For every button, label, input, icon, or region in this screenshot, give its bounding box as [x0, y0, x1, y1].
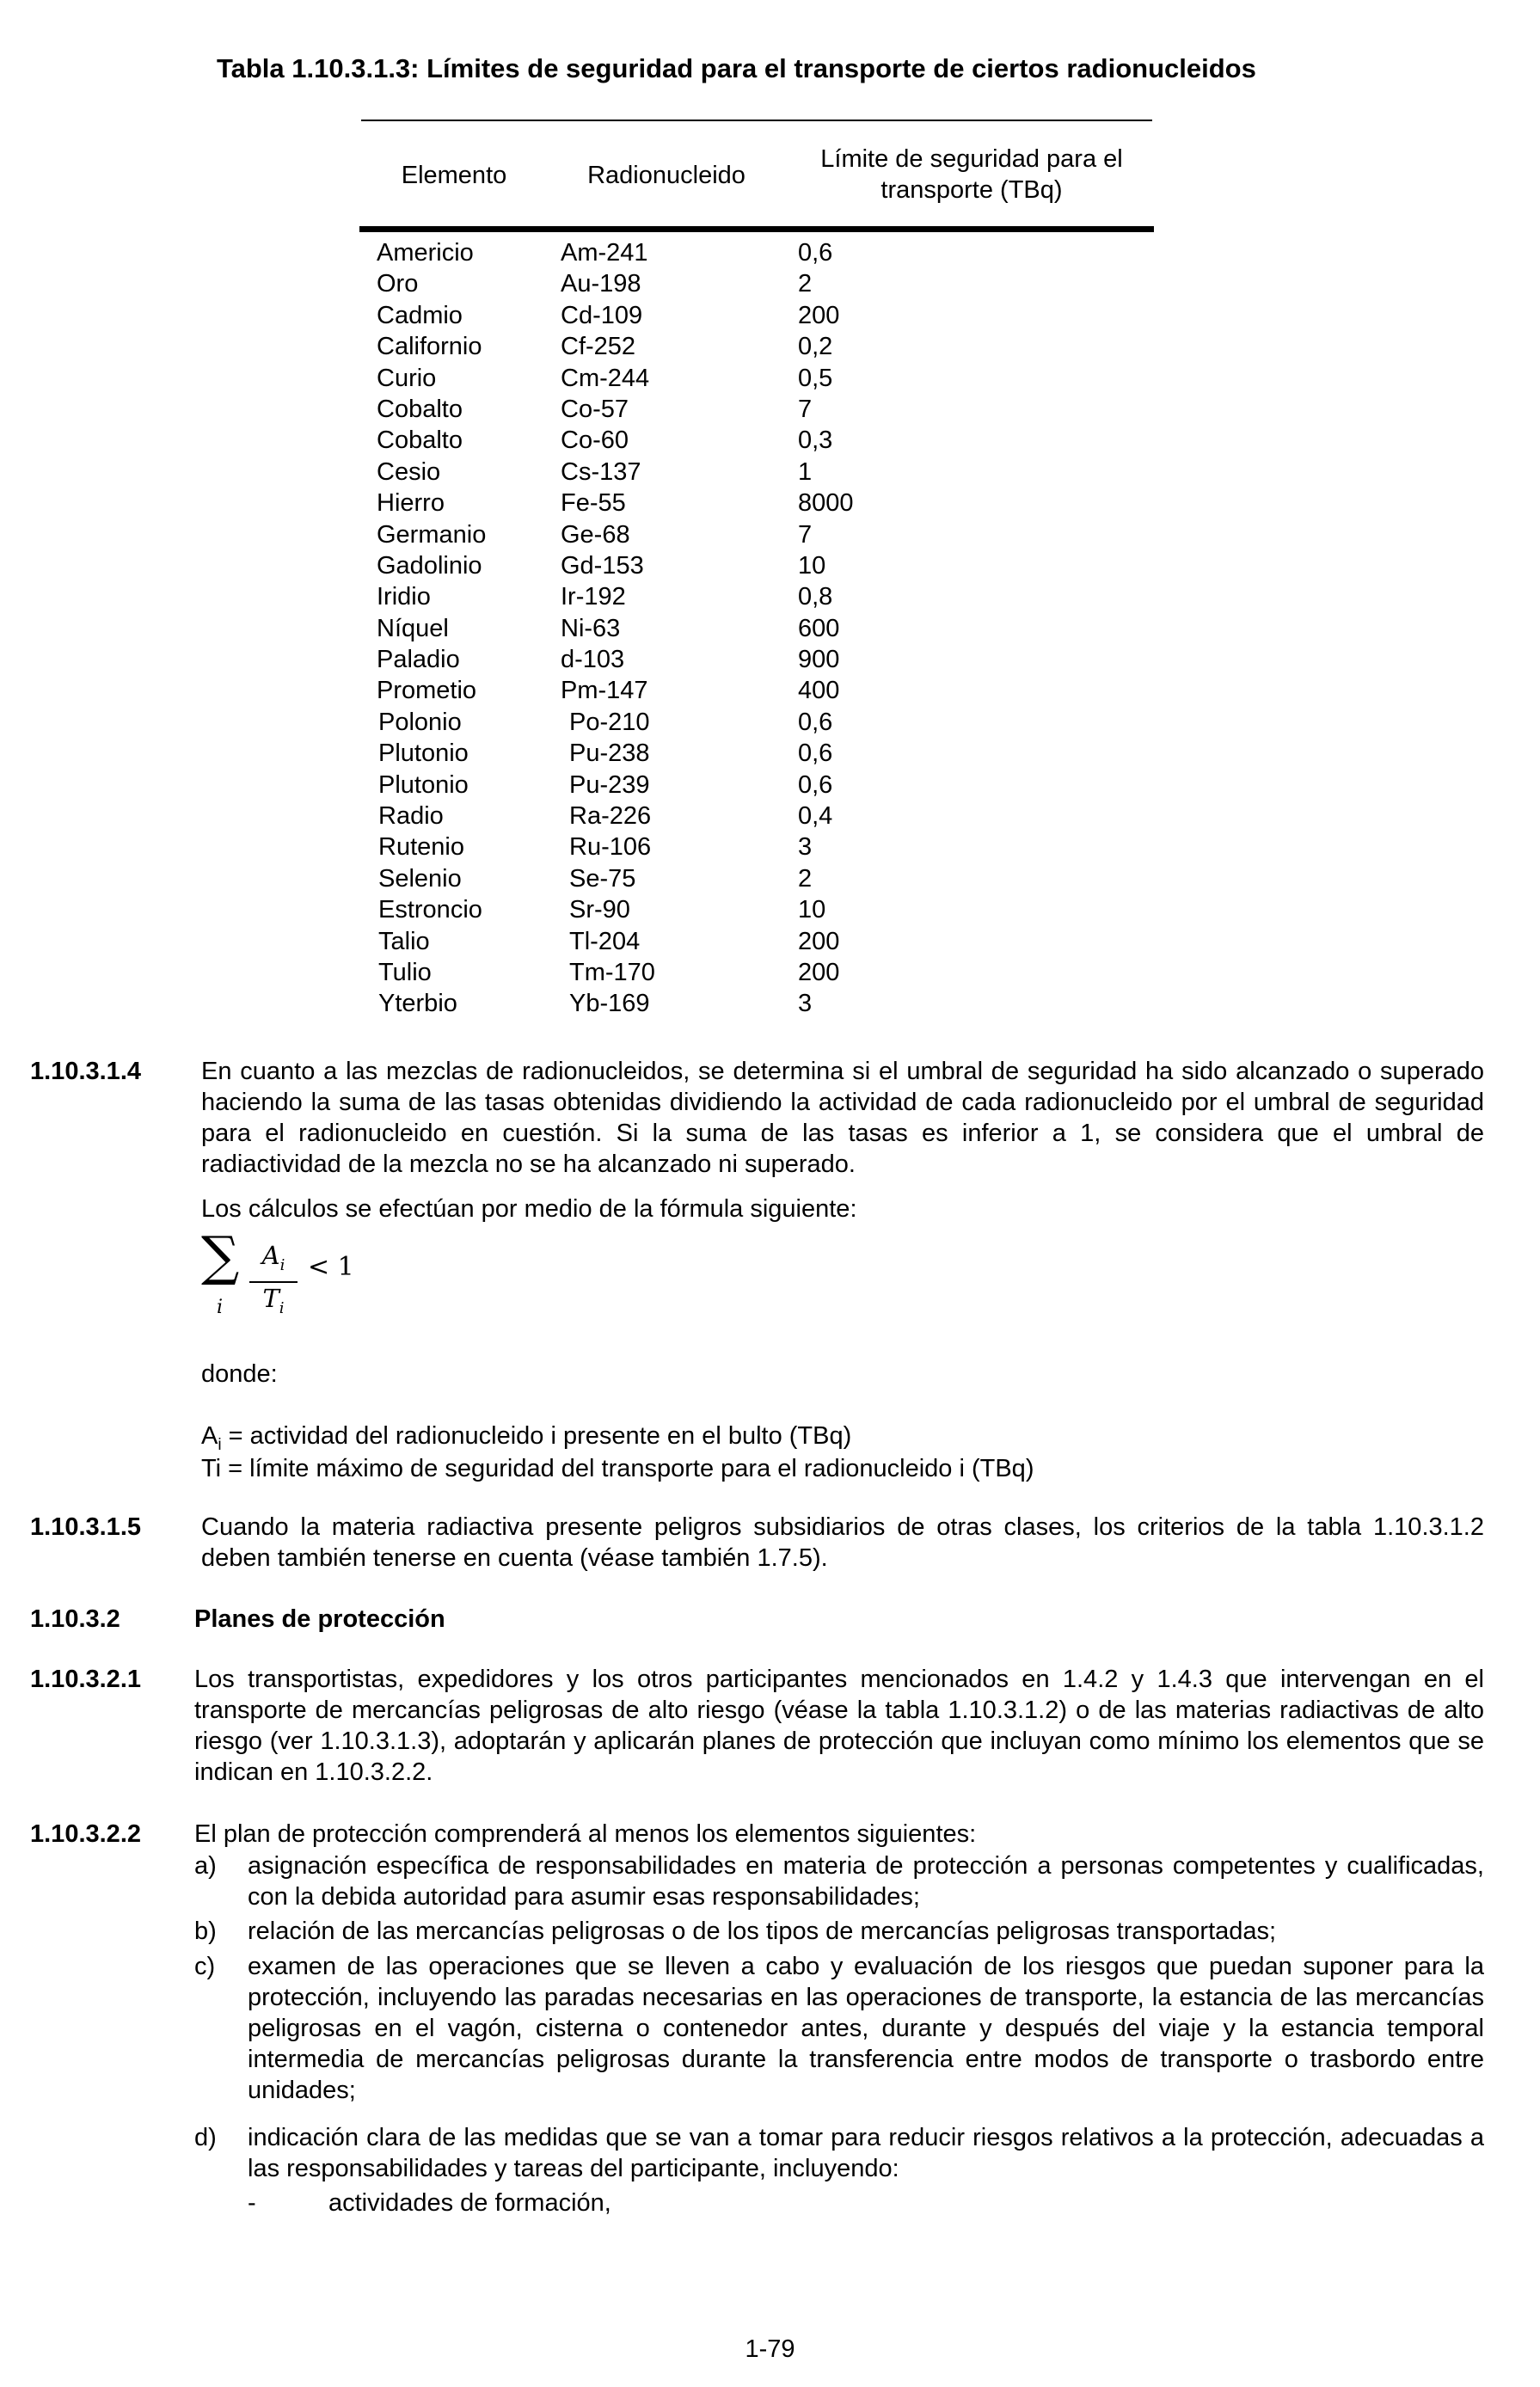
cell-element: Estroncio [378, 896, 482, 924]
where-label: donde: [201, 1360, 278, 1388]
cell-element: Iridio [377, 583, 431, 611]
cell-element: Curio [377, 364, 437, 392]
sub-list-dash: - [248, 2189, 256, 2217]
cell-limit: 8000 [798, 489, 854, 518]
cell-element: Cadmio [377, 301, 463, 329]
paragraph-1-10-3-1-4: En cuanto a las mezclas de radionucleidos, se determina si el umbral de seguridad ha sido alcanzado o superado haciendo la suma de las tasas obtenidas dividiendo la actividad de cada radionucleido por el umbral de seguridad para el radionucleido en cuestión. Si la suma de las tasas es inferior a 1, se considera que el umbral de radiactividad de la mezcla no se ha alcanzado ni superado. [201, 1058, 1484, 1178]
cell-limit: 200 [798, 301, 840, 329]
paragraph-1-10-3-2-1: Los transportistas, expedidores y los otros participantes mencionados en 1.4.2 y 1.4.3 que intervengan en el transporte de mercancías peligrosas de alto riesgo (véase la tabla 1.10.3.1.2) o de las materias radiactivas de alto riesgo (ver 1.10.3.1.3), adoptarán y aplicarán planes de protección que incluyan como mínimo los elementos que se indican en 1.10.3.2.2. [194, 1666, 1484, 1786]
cell-element: Oro [377, 270, 419, 298]
cell-limit: 0,6 [798, 708, 833, 736]
cell-limit: 0,6 [798, 739, 833, 768]
cell-element: Paladio [377, 646, 460, 674]
fraction-bar [249, 1281, 298, 1283]
cell-limit: 10 [798, 896, 826, 924]
section-number-1-10-3-1-4: 1.10.3.1.4 [30, 1058, 141, 1085]
formula-intro: Los cálculos se efectúan por medio de la fórmula siguiente: [201, 1195, 857, 1223]
paragraph-1-10-3-2-2-intro: El plan de protección comprenderá al menos los elementos siguientes: [194, 1820, 977, 1848]
cell-element: Californio [377, 333, 482, 361]
cell-limit: 10 [798, 551, 826, 580]
cell-element: Talio [378, 927, 430, 955]
cell-element: Níquel [377, 614, 449, 642]
fraction [249, 1242, 298, 1322]
section-number-1-10-3-2: 1.10.3.2 [30, 1605, 120, 1633]
cell-element: Tulio [378, 958, 432, 986]
cell-radionuclide: Ru-106 [569, 833, 652, 862]
cell-radionuclide: Fe-55 [561, 489, 626, 518]
page-number: 1-79 [745, 2335, 795, 2363]
list-item-text: indicación clara de las medidas que se van a tomar para reducir riesgos relativos a la protección, adecuadas a las responsabilidades y tareas del participante, incluyendo: [248, 2124, 1484, 2182]
section-number-1-10-3-2-1: 1.10.3.2.1 [30, 1666, 141, 1693]
cell-radionuclide: Ni-63 [561, 614, 621, 642]
cell-element: Cesio [377, 457, 441, 486]
cell-limit: 400 [798, 677, 840, 705]
cell-element: Plutonio [378, 770, 469, 799]
section-number-1-10-3-2-2: 1.10.3.2.2 [30, 1820, 141, 1848]
fraction-numerator: $A_i$ [261, 1241, 285, 1274]
cell-radionuclide: Gd-153 [561, 551, 644, 580]
cell-radionuclide: Po-210 [569, 708, 650, 736]
definition-t: Ti = límite máximo de seguridad del transporte para el radionucleido i (TBq) [201, 1455, 1034, 1482]
section-heading-planes: Planes de protección [194, 1605, 445, 1633]
cell-limit: 0,3 [798, 426, 833, 455]
cell-limit: 0,6 [798, 770, 833, 799]
cell-radionuclide: Cd-109 [561, 301, 643, 329]
cell-radionuclide: Au-198 [561, 270, 641, 298]
cell-limit: 0,2 [798, 333, 833, 361]
cell-radionuclide: Am-241 [561, 239, 648, 267]
cell-element: Polonio [378, 708, 462, 736]
cell-limit: 0,8 [798, 583, 833, 611]
summation-index: i [217, 1297, 224, 1318]
cell-radionuclide: Co-60 [561, 426, 629, 455]
header-element: Elemento [401, 162, 507, 189]
cell-radionuclide: Tl-204 [569, 927, 641, 955]
cell-limit: 0,6 [798, 239, 833, 267]
cell-radionuclide: Ge-68 [561, 520, 630, 549]
cell-limit: 0,4 [798, 802, 833, 831]
table-top-rule [361, 120, 1152, 121]
sum-formula [201, 1224, 373, 1329]
section-number-1-10-3-1-5: 1.10.3.1.5 [30, 1513, 141, 1541]
list-item-label: b) [194, 1918, 217, 1945]
cell-limit: 0,5 [798, 364, 833, 392]
cell-radionuclide: Cf-252 [561, 333, 636, 361]
cell-limit: 3 [798, 833, 813, 862]
cell-radionuclide: Se-75 [569, 864, 636, 893]
cell-radionuclide: Ir-192 [561, 583, 626, 611]
cell-element: Yterbio [378, 990, 457, 1018]
cell-limit: 900 [798, 646, 840, 674]
cell-radionuclide: d-103 [561, 646, 625, 674]
cell-limit: 600 [798, 614, 840, 642]
table-title: Tabla 1.10.3.1.3: Límites de seguridad para el transporte de ciertos radionucleidos [217, 53, 1256, 83]
cell-element: Radio [378, 802, 444, 831]
cell-radionuclide: Co-57 [561, 395, 629, 423]
cell-radionuclide: Cs-137 [561, 457, 641, 486]
cell-limit: 2 [798, 864, 813, 893]
cell-radionuclide: Sr-90 [569, 896, 630, 924]
cell-limit: 7 [798, 520, 813, 549]
header-radionuclide: Radionucleido [587, 162, 745, 189]
cell-element: Rutenio [378, 833, 464, 862]
cell-element: Hierro [377, 489, 445, 518]
list-item-text: asignación específica de responsabilidades en materia de protección a personas competentes y cualificadas, con la debida autoridad para asumir esas responsabilidades; [248, 1852, 1484, 1911]
summation-symbol: ∑ [201, 1224, 240, 1287]
cell-limit: 3 [798, 990, 813, 1018]
cell-element: Gadolinio [377, 551, 482, 580]
list-item-label: d) [194, 2124, 217, 2151]
list-item-label: a) [194, 1852, 217, 1880]
paragraph-1-10-3-1-5: Cuando la materia radiactiva presente peligros subsidiarios de otras clases, los criterios de la tabla 1.10.3.1.2 deben también tenerse en cuenta (véase también 1.7.5). [201, 1513, 1484, 1572]
cell-element: Germanio [377, 520, 487, 549]
definition-a: $A_i$ = actividad del radionucleido i presente en el bulto (TBq) [201, 1422, 852, 1454]
cell-limit: 1 [798, 457, 813, 486]
cell-radionuclide: Pu-239 [569, 770, 650, 799]
cell-limit: 7 [798, 395, 813, 423]
less-than-one: < 1 [308, 1252, 354, 1282]
table-header-rule [359, 226, 1154, 232]
list-item-label: c) [194, 1953, 216, 1980]
cell-radionuclide: Ra-226 [569, 802, 652, 831]
list-item-text: relación de las mercancías peligrosas o de los tipos de mercancías peligrosas transportadas; [248, 1918, 1277, 1945]
cell-limit: 200 [798, 927, 840, 955]
cell-element: Cobalto [377, 426, 463, 455]
cell-radionuclide: Yb-169 [569, 990, 650, 1018]
list-item-text: examen de las operaciones que se lleven a cabo y evaluación de los riesgos que puedan suponer para la protección, incluyendo las paradas necesarias en las operaciones de transporte, la estancia de las mercancías peligrosas en el vagón, cisterna o contenedor antes, durante y después del viaje y la estancia temporal intermedia de mercancías peligrosas durante la transferencia entre modos de transporte o trasbordo entre unidades; [248, 1953, 1484, 2104]
cell-limit: 200 [798, 958, 840, 986]
cell-element: Americio [377, 239, 474, 267]
cell-radionuclide: Cm-244 [561, 364, 650, 392]
cell-radionuclide: Pm-147 [561, 677, 648, 705]
cell-element: Selenio [378, 864, 462, 893]
cell-element: Prometio [377, 677, 477, 705]
cell-limit: 2 [798, 270, 813, 298]
fraction-denominator: $T_i$ [262, 1283, 285, 1317]
cell-radionuclide: Tm-170 [569, 958, 655, 986]
sub-list-item-text: actividades de formación, [328, 2189, 611, 2217]
cell-element: Plutonio [378, 739, 469, 768]
header-limit: Límite de seguridad para el transporte (TBq) [820, 145, 1123, 204]
cell-element: Cobalto [377, 395, 463, 423]
cell-radionuclide: Pu-238 [569, 739, 650, 768]
